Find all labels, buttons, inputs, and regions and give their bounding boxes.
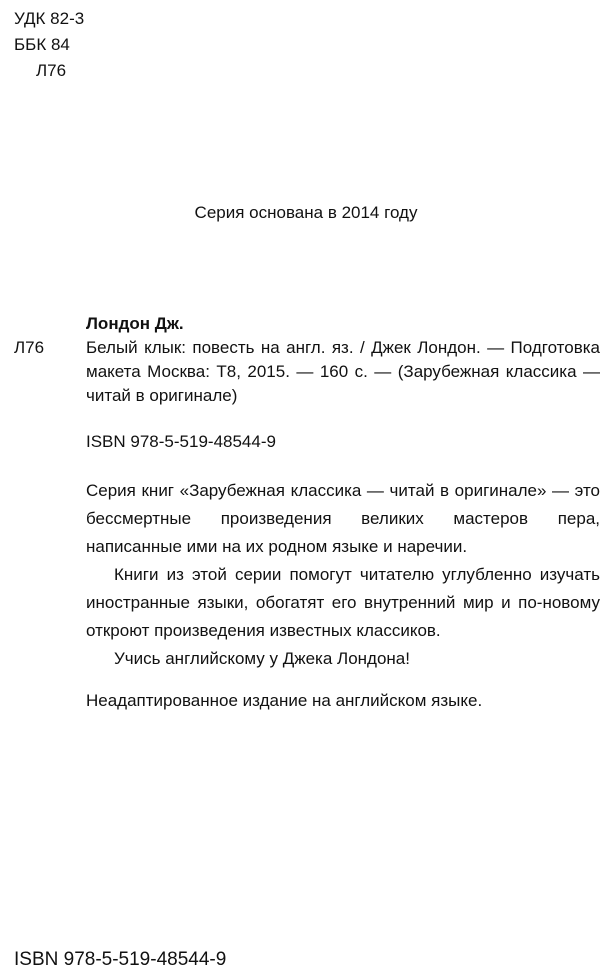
edition-note: Неадаптированное издание на английском языке. — [86, 691, 483, 710]
author-code: Л76 — [14, 338, 45, 357]
classification-block — [14, 6, 84, 84]
bibliographic-record — [14, 312, 600, 408]
udk-code: УДК 82-3 — [14, 9, 85, 28]
bibliographic-description: Белый клык: повесть на англ. яз. / Джек Лондон. — Подготовка макета Москва: Т8, 2015. — 160 с. — (Зарубежная классика — читай в оригинале) — [86, 338, 600, 405]
annotation — [86, 477, 600, 673]
series-note: Серия основана в 2014 году — [194, 203, 418, 222]
isbn-bottom: ISBN 978-5-519-48544-9 — [14, 949, 227, 970]
isbn: ISBN 978-5-519-48544-9 — [86, 432, 276, 451]
annotation-paragraph-3: Учись английскому у Джека Лондона! — [114, 649, 410, 668]
annotation-paragraph-1: Серия книг «Зарубежная классика — читай в оригинале» — это бессмертные произведения великих мастеров пера, написанные ими на их родном языке и наречии. — [86, 481, 600, 556]
author-mark: Л76 — [36, 61, 67, 80]
author-name: Лондон Дж. — [86, 314, 184, 333]
bbk-code: ББК 84 — [14, 35, 70, 54]
annotation-paragraph-2: Книги из этой серии помогут читателю углубленно изучать иностранные языки, обогатят его внутренний мир и по-новому откроют произведения известных классиков. — [86, 565, 600, 640]
